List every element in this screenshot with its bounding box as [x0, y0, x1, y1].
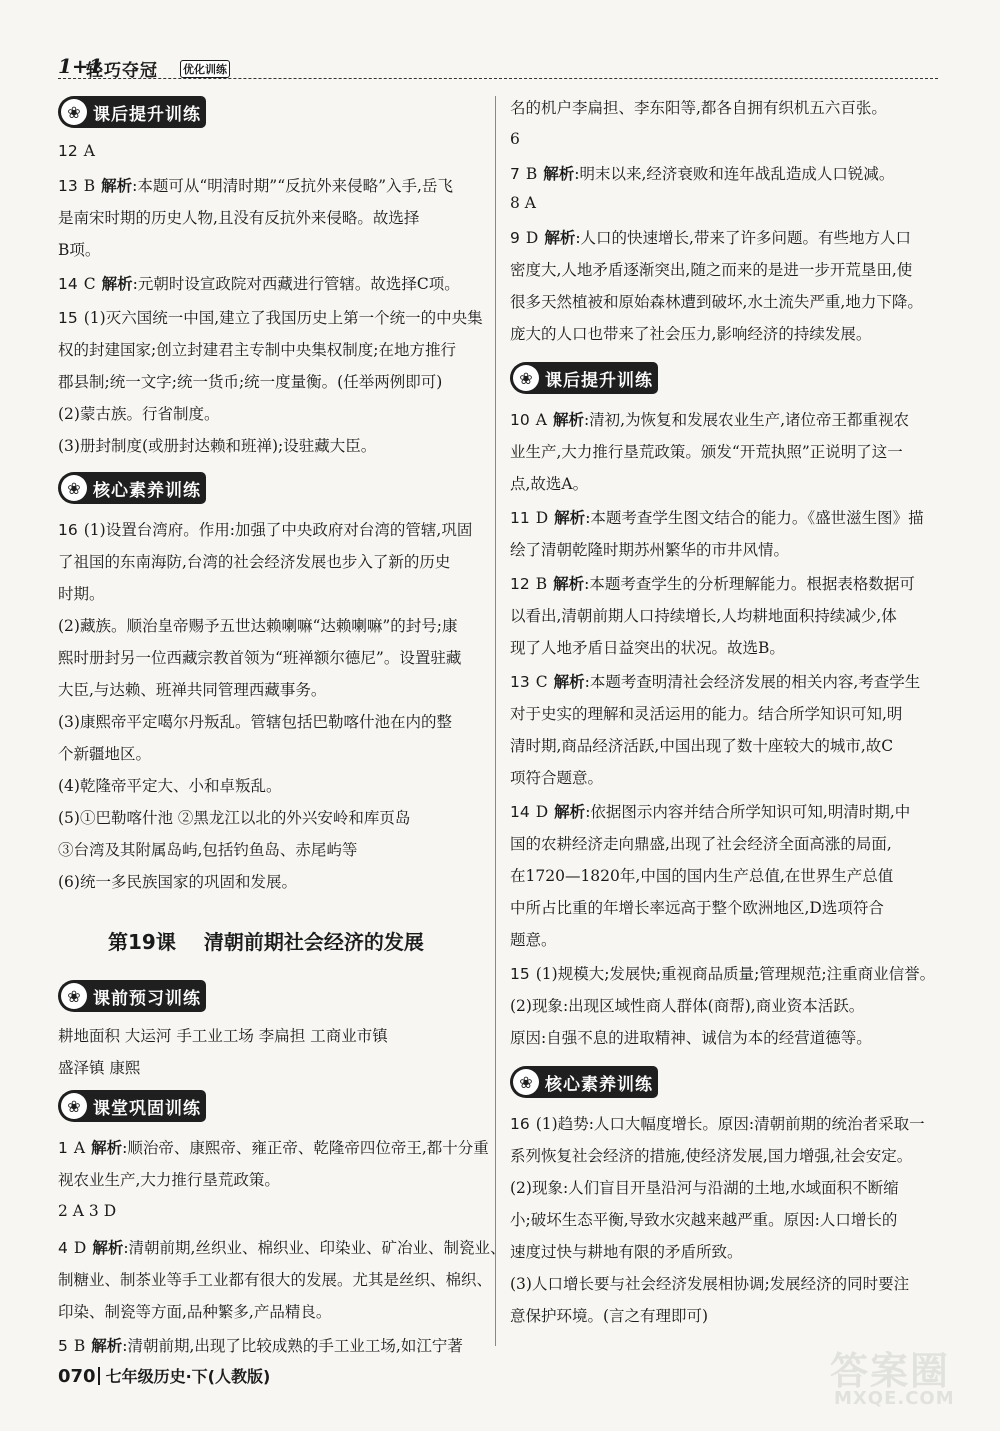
answer-line: 1 A 解析:顺治帝、康熙帝、雍正帝、乾隆帝四位帝王,都十分重	[58, 1139, 489, 1157]
answer-line: 14 C 解析:元朝时设宣政院对西藏进行管辖。故选择C项。	[58, 275, 460, 293]
answer-line: 10 A 解析:清初,为恢复和发展农业生产,诸位帝王都重视农	[510, 411, 910, 429]
laurel-icon: ❀	[513, 365, 539, 391]
watermark-logo: 答案圈	[830, 1349, 951, 1393]
answer-line: 16 (1)趋势:人口大幅度增长。原因:清朝前期的统治者采取一	[510, 1115, 925, 1133]
answer-line: 速度过快与耕地有限的矛盾所致。	[510, 1243, 743, 1261]
answer-line: 了祖国的东南海防,台湾的社会经济发展也步入了新的历史	[58, 553, 451, 571]
answer-line: 13 B 解析:本题可从“明清时期”“反抗外来侵略”入手,岳飞	[58, 177, 453, 195]
answer-line: 密度大,人地矛盾逐渐突出,随之而来的是进一步开荒垦田,使	[510, 261, 913, 279]
answer-line: 个新疆地区。	[58, 745, 152, 763]
answer-line: 7 B 解析:明末以来,经济衰败和连年战乱造成人口锐减。	[510, 165, 895, 183]
lesson-title: 第19课 清朝前期社会经济的发展	[108, 930, 424, 954]
answer-line: (2)现象:出现区域性商人群体(商帮),商业资本活跃。	[510, 997, 865, 1015]
watermark	[830, 1340, 955, 1409]
answer-line: 15 (1)灭六国统一中国,建立了我国历史上第一个统一的中央集	[58, 309, 483, 327]
laurel-icon: ❀	[61, 983, 87, 1009]
answer-line: (3)人口增长要与社会经济发展相协调;发展经济的同时要注	[510, 1275, 910, 1293]
laurel-icon: ❀	[61, 1093, 87, 1119]
answer-line: 2 A 3 D	[58, 1202, 117, 1220]
watermark-url: MXQE.COM	[834, 1388, 955, 1409]
answer-line: 大臣,与达赖、班禅共同管理西藏事务。	[58, 681, 327, 699]
section-header: ❀ 课后提升训练	[510, 362, 658, 394]
answer-line: 绘了清朝乾隆时期苏州繁华的市井风情。	[510, 541, 790, 559]
brand-subtitle: 优化训练	[180, 60, 230, 78]
section-header: ❀ 核心素养训练	[510, 1066, 658, 1098]
answer-line: 郡县制;统一文字;统一货币;统一度量衡。(任举两例即可)	[58, 373, 443, 391]
answer-line: 9 D 解析:人口的快速增长,带来了许多问题。有些地方人口	[510, 229, 911, 247]
section-header: ❀ 课堂巩固训练	[58, 1090, 206, 1122]
answer-line: 对于史实的理解和灵活运用的能力。结合所学知识可知,明	[510, 705, 903, 723]
answer-line: 庞大的人口也带来了社会压力,影响经济的持续发展。	[510, 325, 872, 343]
header-divider	[58, 78, 938, 79]
laurel-icon: ❀	[61, 475, 87, 501]
answer-line: 盛泽镇 康熙	[58, 1059, 141, 1077]
answer-line: (2)蒙古族。行省制度。	[58, 405, 220, 423]
logo-mark: 1+1	[58, 54, 103, 78]
answer-line: 项符合题意。	[510, 769, 604, 787]
answer-line: 意保护环境。(言之有理即可)	[510, 1307, 709, 1325]
answer-line: 8 A	[510, 194, 536, 212]
answer-line: 13 C 解析:本题考查明清社会经济发展的相关内容,考查学生	[510, 673, 921, 691]
answer-line: 国的农耕经济走向鼎盛,出现了社会经济全面高涨的局面,	[510, 835, 892, 853]
answer-line: 15 (1)规模大;发展快;重视商品质量;管理规范;注重商业信誉。	[510, 965, 936, 983]
answer-line: 很多天然植被和原始森林遭到破坏,水土流失严重,地力下降。	[510, 293, 923, 311]
footer-book-title: 七年级历史·下(人教版)	[105, 1367, 271, 1386]
answer-line: 12 B 解析:本题考查学生的分析理解能力。根据表格数据可	[510, 575, 915, 593]
section-header: ❀ 核心素养训练	[58, 472, 206, 504]
answer-line: 权的封建国家;创立封建君主专制中央集权制度;在地方推行	[58, 341, 456, 359]
answer-line: 点,故选A。	[510, 475, 589, 493]
answer-line: 4 D 解析:清朝前期,丝织业、棉织业、印染业、矿冶业、制瓷业、	[58, 1239, 506, 1257]
answer-line: 印染、制瓷等方面,品种繁多,产品精良。	[58, 1303, 332, 1321]
answer-line: 16 (1)设置台湾府。作用:加强了中央政府对台湾的管辖,巩固	[58, 521, 473, 539]
page-number: 070	[58, 1366, 96, 1387]
answer-line: 中所占比重的年增长率远高于整个欧洲地区,D选项符合	[510, 899, 884, 917]
answer-line: 耕地面积 大运河 手工业工场 李扁担 工商业市镇	[58, 1027, 388, 1045]
answer-line: 名的机户李扁担、李东阳等,都各自拥有织机五六百张。	[510, 99, 887, 117]
answer-line: 在1720—1820年,中国的国内生产总值,在世界生产总值	[510, 867, 894, 885]
page-footer	[58, 1364, 270, 1387]
answer-line: 题意。	[510, 931, 557, 949]
laurel-icon: ❀	[513, 1069, 539, 1095]
laurel-icon: ❀	[61, 99, 87, 125]
answer-line: 清时期,商品经济活跃,中国出现了数十座较大的城市,故C	[510, 737, 894, 755]
answer-line: 小;破坏生态平衡,导致水灾越来越严重。原因:人口增长的	[510, 1211, 898, 1229]
answer-line: 原因:自强不息的进取精神、诚信为本的经营道德等。	[510, 1029, 872, 1047]
answer-line: (3)册封制度(或册封达赖和班禅);设驻藏大臣。	[58, 437, 377, 455]
answer-line: (2)现象:人们盲目开垦沿河与沿湖的土地,水域面积不断缩	[510, 1179, 899, 1197]
answer-line: 系列恢复社会经济的措施,使经济发展,国力增强,社会安定。	[510, 1147, 913, 1165]
left-column	[58, 96, 506, 1355]
brand-name: 轻巧夺冠	[86, 61, 158, 81]
answer-line: 时期。	[58, 585, 105, 603]
answer-line: (3)康熙帝平定噶尔丹叛乱。管辖包括巴勒喀什池在内的整	[58, 713, 452, 731]
answer-line: 以看出,清朝前期人口持续增长,人均耕地面积持续减少,体	[510, 607, 897, 625]
answer-line: 熙时册封另一位西藏宗教首领为“班禅额尔德尼”。设置驻藏	[58, 649, 462, 667]
section-header: ❀ 课后提升训练	[58, 96, 206, 128]
answer-line: (2)藏族。顺治皇帝赐予五世达赖喇嘛“达赖喇嘛”的封号;康	[58, 617, 458, 635]
section-header: ❀ 课前预习训练	[58, 980, 206, 1012]
answer-line: (6)统一多民族国家的巩固和发展。	[58, 873, 297, 891]
answer-line: 业生产,大力推行垦荒政策。颁发“开荒执照”正说明了这一	[510, 443, 903, 461]
answer-line: (5)①巴勒喀什池 ②黑龙江以北的外兴安岭和库页岛	[58, 809, 411, 827]
right-column	[510, 96, 950, 1346]
answer-line: 11 D 解析:本题考查学生图文结合的能力。《盛世滋生图》描	[510, 509, 924, 527]
answer-line: (4)乾隆帝平定大、小和卓叛乱。	[58, 777, 282, 795]
answer-line: 现了人地矛盾日益突出的状况。故选B。	[510, 639, 785, 657]
answer-line: 6	[510, 130, 520, 148]
answer-line: 视农业生产,大力推行垦荒政策。	[58, 1171, 280, 1189]
answer-line: 5 B 解析:清朝前期,出现了比较成熟的手工业工场,如江宁著	[58, 1337, 463, 1355]
answer-line: 是南宋时期的历史人物,且没有反抗外来侵略。故选择	[58, 209, 420, 227]
page-header	[58, 52, 938, 82]
answer-line: 12 A	[58, 142, 95, 160]
answer-line: 14 D 解析:依据图示内容并结合所学知识可知,明清时期,中	[510, 803, 911, 821]
answer-line: B项。	[58, 241, 101, 259]
footer-divider	[98, 1367, 100, 1385]
answer-line: 制糖业、制茶业等手工业都有很大的发展。尤其是丝织、棉织、	[58, 1271, 493, 1289]
answer-line: ③台湾及其附属岛屿,包括钓鱼岛、赤尾屿等	[58, 841, 358, 859]
